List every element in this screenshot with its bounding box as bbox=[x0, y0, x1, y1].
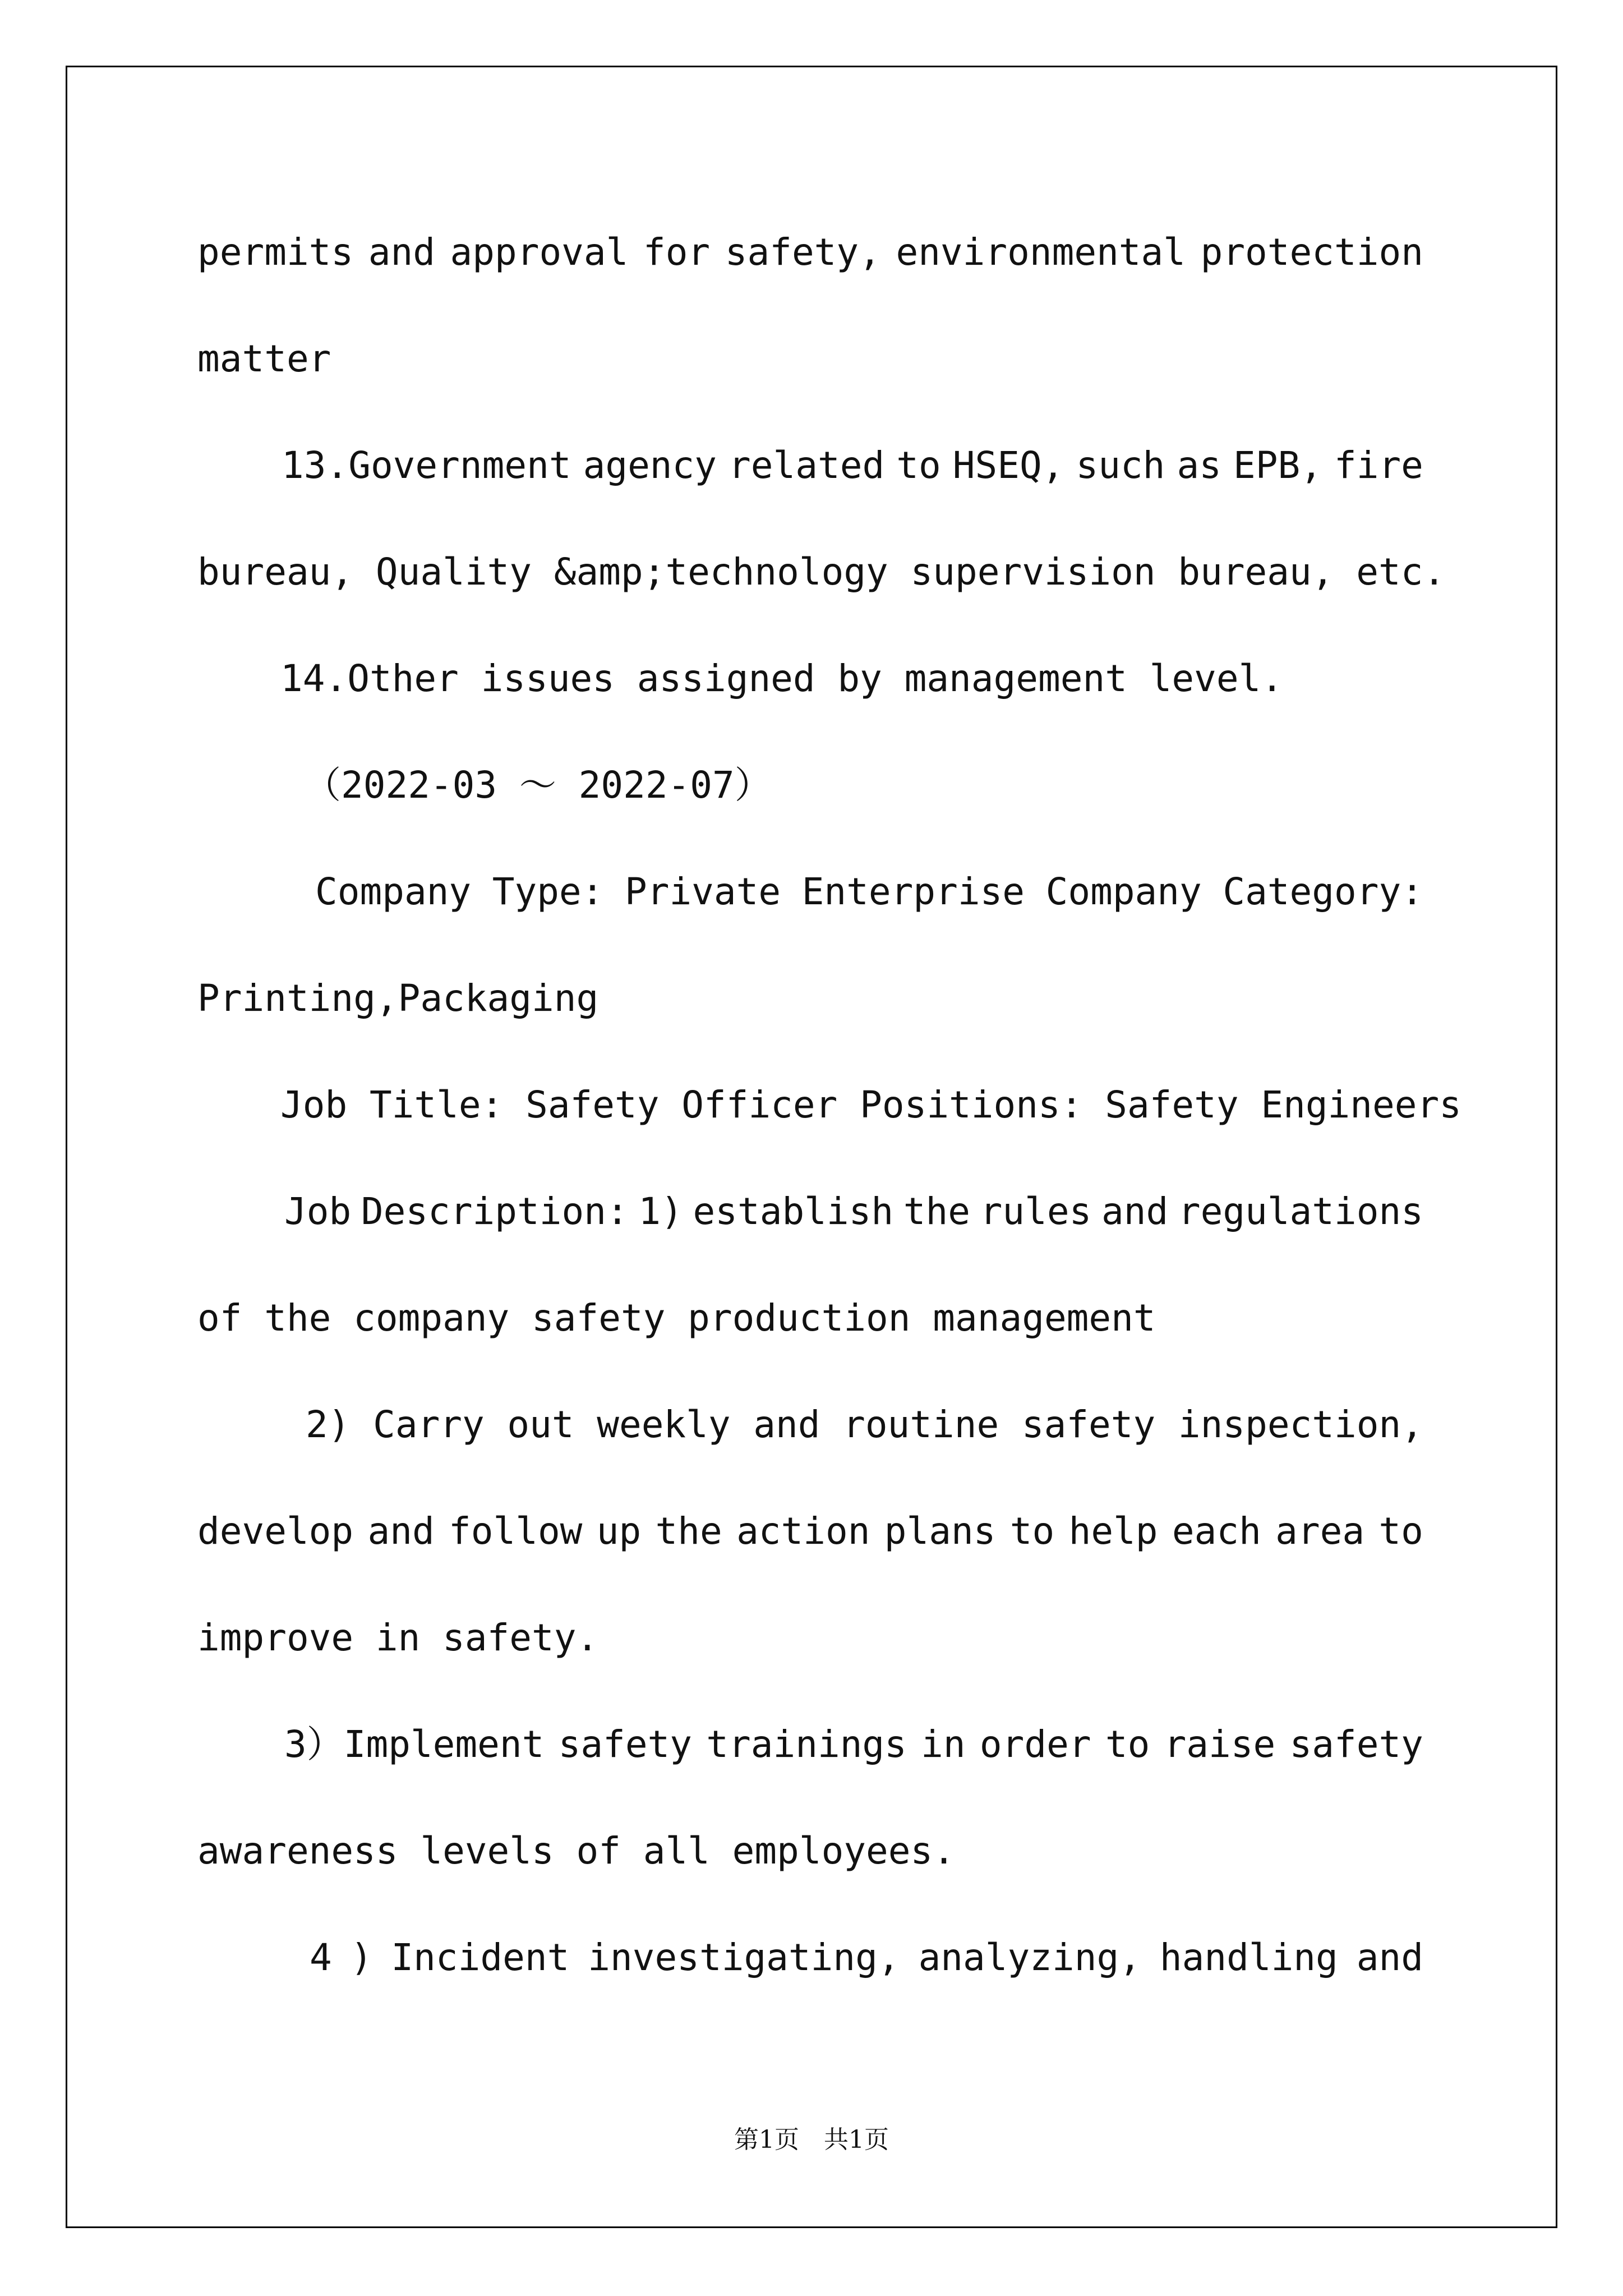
text-line: of the company safety production management bbox=[197, 1296, 1156, 1340]
word: follow bbox=[449, 1510, 583, 1553]
word: HSEQ, bbox=[952, 444, 1064, 487]
word: Description: bbox=[361, 1190, 629, 1233]
word: Type: bbox=[492, 870, 604, 913]
text-line bbox=[315, 867, 1423, 917]
word: safety, bbox=[725, 231, 881, 274]
word: up bbox=[596, 1510, 642, 1553]
text-line bbox=[306, 1400, 1423, 1450]
word: in bbox=[921, 1723, 966, 1766]
word: order bbox=[979, 1723, 1091, 1766]
word: 4 bbox=[310, 1936, 332, 1979]
word: to bbox=[1105, 1723, 1150, 1766]
word: Incident bbox=[391, 1936, 570, 1979]
word: handling bbox=[1159, 1936, 1338, 1979]
word: safety bbox=[1289, 1723, 1423, 1766]
word: Carry bbox=[373, 1403, 485, 1446]
word: establish bbox=[693, 1190, 894, 1233]
word: Job bbox=[284, 1190, 352, 1233]
word: out bbox=[507, 1403, 574, 1446]
word: action bbox=[736, 1510, 870, 1553]
text-line bbox=[197, 227, 1423, 278]
word: trainings bbox=[706, 1723, 907, 1766]
text-line: improve in safety. bbox=[197, 1616, 599, 1659]
word: Company bbox=[315, 870, 472, 913]
text-line bbox=[310, 1932, 1423, 1983]
page-border bbox=[66, 66, 1557, 2228]
word: 1) bbox=[638, 1190, 683, 1233]
word: as bbox=[1177, 444, 1221, 487]
text-line bbox=[282, 440, 1423, 491]
word: and bbox=[753, 1403, 820, 1446]
word: 3）Implement bbox=[284, 1723, 545, 1766]
word: investigating, bbox=[588, 1936, 900, 1979]
word: area bbox=[1275, 1510, 1365, 1553]
word: to bbox=[896, 444, 941, 487]
word: such bbox=[1076, 444, 1165, 487]
text-line: bureau, Quality &amp;technology supervision bureau, etc. bbox=[197, 550, 1446, 593]
word: for bbox=[643, 231, 711, 274]
word: Enterprise bbox=[801, 870, 1025, 913]
date-range: （2022-03 ～ 2022-07） bbox=[304, 763, 772, 807]
word: rules bbox=[980, 1190, 1092, 1233]
word: weekly bbox=[597, 1403, 731, 1446]
word: ) bbox=[350, 1936, 373, 1979]
word: and bbox=[368, 231, 435, 274]
word: 13.Government bbox=[282, 444, 571, 487]
text-line bbox=[284, 1186, 1423, 1237]
word: environmental bbox=[896, 231, 1186, 274]
word: the bbox=[903, 1190, 970, 1233]
word: and bbox=[1101, 1190, 1169, 1233]
word: safety bbox=[558, 1723, 693, 1766]
word: to bbox=[1378, 1510, 1423, 1553]
word: approval bbox=[450, 231, 629, 274]
word: related bbox=[728, 444, 885, 487]
word: Company bbox=[1045, 870, 1202, 913]
text-line bbox=[284, 1719, 1423, 1770]
word: EPB, bbox=[1233, 444, 1322, 487]
word: the bbox=[655, 1510, 722, 1553]
word: plans bbox=[884, 1510, 996, 1553]
word: inspection, bbox=[1178, 1403, 1423, 1446]
word: raise bbox=[1164, 1723, 1276, 1766]
word: agency bbox=[583, 444, 717, 487]
text-line: 14.Other issues assigned by management level. bbox=[280, 657, 1284, 700]
word: fire bbox=[1334, 444, 1423, 487]
word: each bbox=[1172, 1510, 1261, 1553]
page-footer: 第1页 共1页 bbox=[734, 2125, 889, 2154]
text-line bbox=[197, 1506, 1423, 1557]
word: protection bbox=[1200, 231, 1423, 274]
word: safety bbox=[1021, 1403, 1156, 1446]
word: help bbox=[1068, 1510, 1158, 1553]
text-line: matter bbox=[197, 337, 331, 380]
word: Category: bbox=[1223, 870, 1423, 913]
word: 2) bbox=[306, 1403, 351, 1446]
word: Private bbox=[624, 870, 781, 913]
word: routine bbox=[843, 1403, 999, 1446]
word: and bbox=[1356, 1936, 1423, 1979]
word: analyzing, bbox=[918, 1936, 1141, 1979]
word: to bbox=[1009, 1510, 1055, 1553]
word: develop bbox=[197, 1510, 354, 1553]
word: and bbox=[367, 1510, 435, 1553]
word: permits bbox=[197, 231, 354, 274]
word: regulations bbox=[1178, 1190, 1423, 1233]
text-line: Job Title: Safety Officer Positions: Safety Engineers bbox=[280, 1083, 1461, 1126]
text-line: awareness levels of all employees. bbox=[197, 1829, 956, 1872]
text-line: Printing,Packaging bbox=[197, 977, 599, 1020]
